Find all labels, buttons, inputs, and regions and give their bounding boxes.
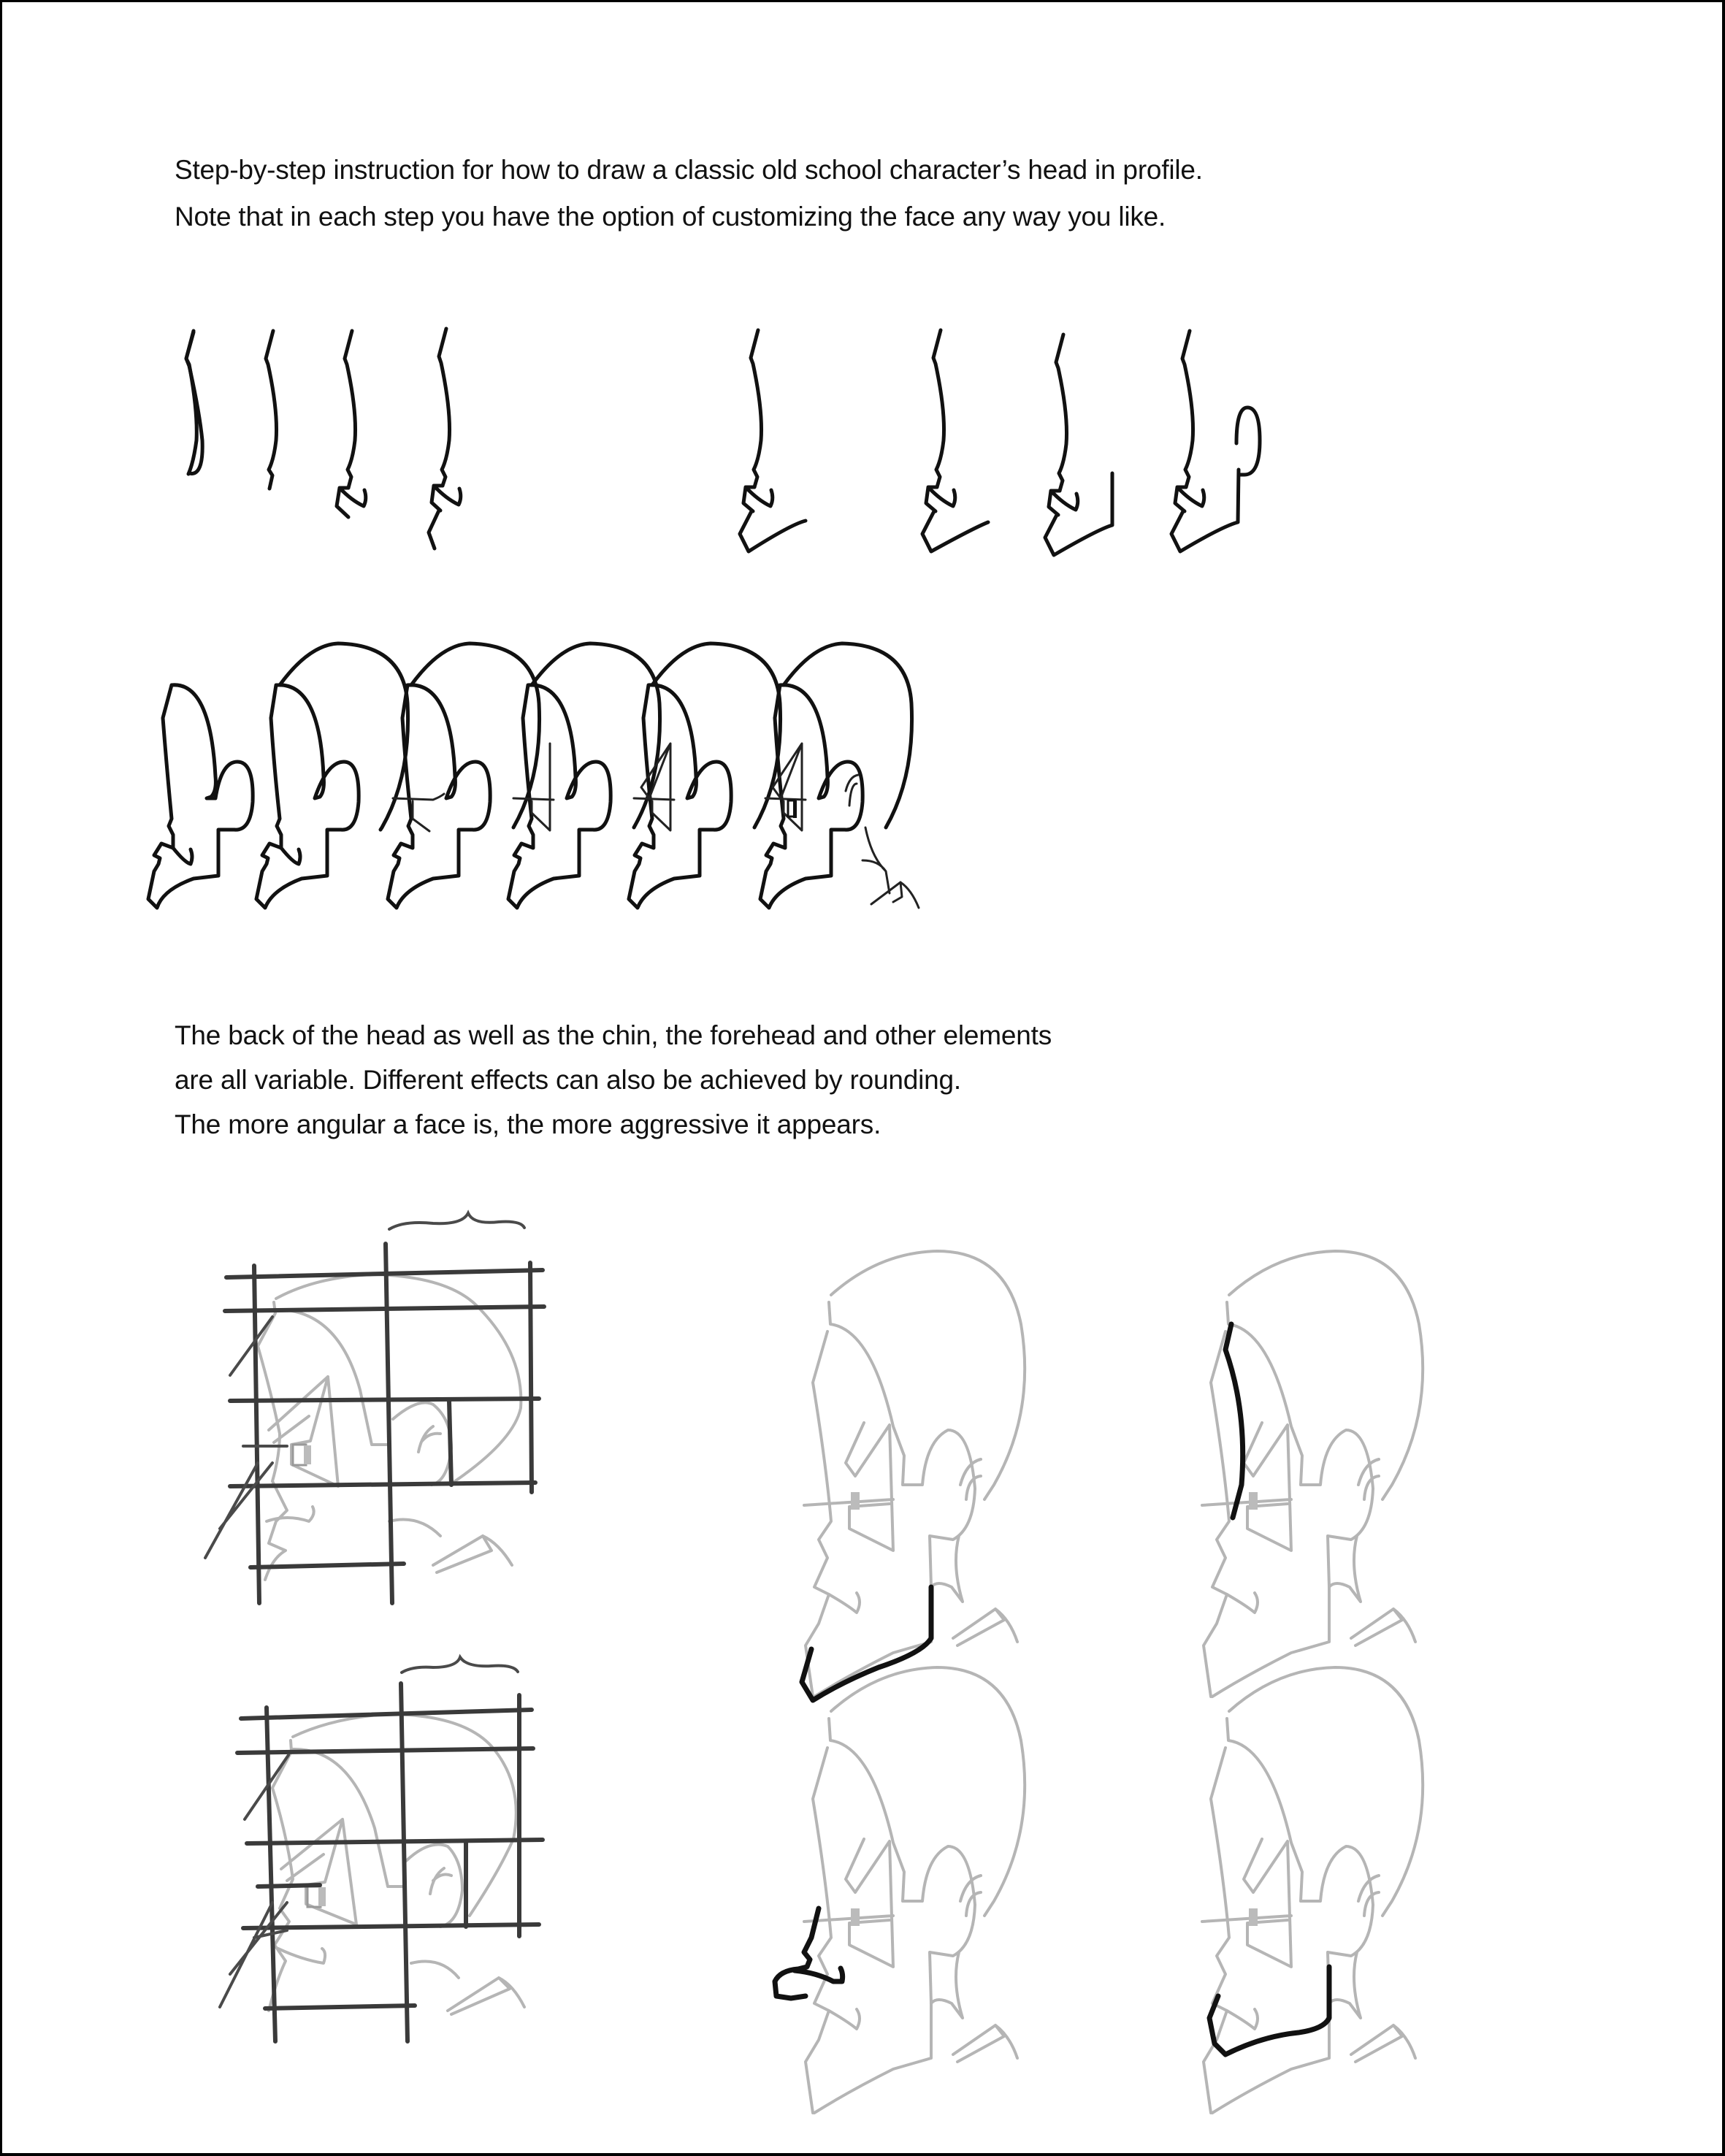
notes-line-2: are all variable. Different effects can also be achieved by rounding. [175, 1065, 961, 1095]
notes-paragraph [175, 1013, 1052, 1147]
step-3-nose-mouth [337, 331, 366, 517]
step-4-lips [429, 329, 461, 548]
step-2-profile [266, 331, 277, 489]
intro-line-2: Note that in each step you have the option of customizing the face any way you like. [175, 202, 1166, 232]
notes-line-1: The back of the head as well as the chin, the forehead and other elements [175, 1020, 1052, 1050]
construction-grid-1 [199, 1200, 565, 1609]
step-5-chin-jaw [922, 330, 988, 551]
step-1-profile [186, 332, 196, 474]
variation-heads [762, 1244, 1565, 2054]
step-6-neck-line [1045, 335, 1112, 555]
intro-line-1: Step-by-step instruction for how to draw a classic old school character’s head in profile. [175, 155, 1203, 185]
intro-paragraph [175, 147, 1203, 240]
head-step-5-brow [629, 643, 781, 908]
variation-nose-lips-emphasized [775, 1667, 1025, 2113]
variation-jaw-emphasized [802, 1251, 1025, 1700]
step-sequence-row-2 [2, 638, 1725, 930]
head-step-1 [148, 685, 253, 908]
variation-rounded-chin-emphasized [1202, 1667, 1423, 2113]
head-step-6-final [760, 643, 919, 908]
head-step-2-back-of-head [256, 643, 408, 908]
step-sequence-row-1 [2, 309, 1725, 572]
construction-grid-2 [199, 1638, 565, 2047]
step-7-ear [1171, 331, 1260, 551]
step-5b-chin-jaw [740, 330, 806, 551]
notes-line-3: The more angular a face is, the more aggressive it appears. [175, 1109, 881, 1139]
variation-forehead-emphasized [1202, 1251, 1423, 1697]
